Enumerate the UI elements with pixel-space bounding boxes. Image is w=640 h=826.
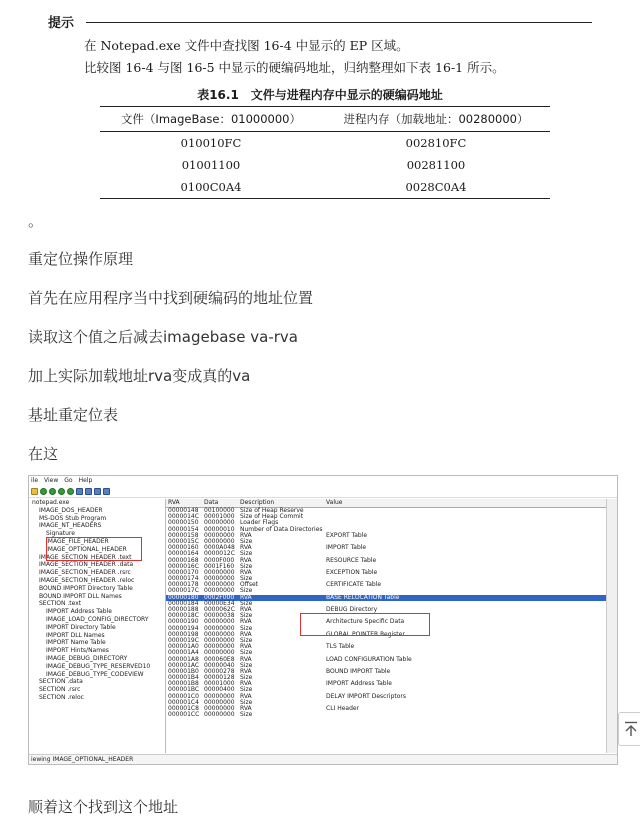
cell-value: RESOURCE Table [326,556,377,564]
nav-icon[interactable] [58,488,65,495]
cell-rva: 000001C0 [168,692,199,700]
cell-data: 00000400 [204,686,235,694]
cell-rva: 000001AC [168,661,200,669]
cell-description: Size [240,612,253,620]
cell-description: Size [240,537,253,545]
cell-value: TLS Table [326,643,355,651]
cell-rva: 0000017C [168,587,199,595]
cell-data: 00000000 [204,649,235,657]
cell-value: Architecture Specific Data [326,618,405,626]
cell-data: 00000000 [204,705,235,712]
table-cell: 01001100 [181,158,241,172]
cell-data: 00000010 [204,525,235,533]
cell-value: IMPORT Address Table [326,680,392,688]
open-folder-icon[interactable] [31,488,38,495]
status-bar: iewing IMAGE_OPTIONAL_HEADER [29,754,617,764]
table-row [100,154,550,176]
cell-rva: 00000174 [168,575,199,583]
nav-icon[interactable] [49,488,56,495]
cell-description: Size [240,550,253,558]
pe-viewer-screenshot [28,475,618,765]
cell-rva: 000001B0 [168,667,199,675]
cell-rva: 000001B8 [168,680,199,688]
cell-value [326,712,606,718]
cell-description: RVA [240,544,252,552]
table-title: 表16.1 文件与进程内存中显示的硬编码地址 [197,88,443,102]
tree-item[interactable]: SECTION .reloc [39,693,84,701]
view-icon[interactable] [76,488,83,495]
hardcoded-address-table [100,106,550,199]
table-row [100,132,550,155]
cell-data: 0000A048 [204,544,235,552]
paragraph-step-1: 首先在应用程序当中找到硬编码的地址位置 [28,289,314,307]
cell-rva: 00000148 [168,507,199,514]
menu-bar [29,476,618,485]
cell-value: IMPORT Table [326,544,367,552]
tree-item[interactable]: BOUND IMPORT DLL Names [39,592,122,600]
cell-rva: 00000168 [168,556,199,564]
cell-rva: 000001C4 [168,698,199,706]
cell-description: Size [240,686,253,694]
tree-item[interactable]: IMAGE_FILE_HEADER [46,537,109,545]
cell-rva: 0000016C [168,562,199,570]
table-header-memory: 进程内存（加载地址：00280000） [322,107,550,132]
column-header-data[interactable]: Data [204,499,219,506]
cell-value: LOAD CONFIGURATION Table [326,655,412,663]
cell-rva: 0000018C [168,612,199,620]
cell-data: 00000000 [204,643,235,651]
tree-item[interactable]: IMAGE_SECTION_HEADER .reloc [39,576,135,584]
table-cell: 0028C0A4 [322,176,550,199]
tip-rule [86,22,592,23]
cell-value: BOUND IMPORT Table [326,667,391,675]
tree-item[interactable]: IMAGE_DEBUG_TYPE_RESERVED10 [46,662,151,670]
tree-item[interactable]: BOUND IMPORT Directory Table [39,584,133,592]
table-cell: 00281100 [406,158,466,172]
table-header-file: 文件（ImageBase：01000000） [100,107,322,132]
cell-rva: 00000190 [168,618,199,626]
tip-line-1: 在 Notepad.exe 文件中查找图 16-4 中显示的 EP 区域。 [84,38,409,53]
cell-rva: 0000014C [168,513,199,521]
paragraph-reloc-table: 基址重定位表 [28,406,119,424]
cell-description: RVA [240,593,252,601]
highlight-base-relocation [300,613,430,636]
cell-description: Size [240,624,253,632]
cell-rva: 00000150 [168,519,199,527]
cell-rva: 00000194 [168,624,199,632]
cell-value: EXCEPTION Table [326,568,378,576]
cell-data: 00001000 [204,680,235,688]
cell-data: 00000040 [204,661,235,669]
tree-item[interactable]: IMAGE_DEBUG_TYPE_CODEVIEW [46,670,144,678]
paragraph-here: 在这 [28,445,59,463]
tree-item[interactable]: notepad.exe [32,499,70,506]
cell-description: RVA [240,643,252,651]
tree-item[interactable]: IMPORT Address Table [46,608,112,616]
cell-data: 00000000 [204,711,235,719]
tree-item[interactable]: IMAGE_LOAD_CONFIG_DIRECTORY [46,615,149,623]
scroll-to-top-button[interactable] [618,712,640,746]
cell-description: RVA [240,680,252,688]
cell-data: 00100000 [204,507,235,514]
tree-item[interactable]: IMAGE_SECTION_HEADER .rsrc [39,569,131,577]
paragraph-follow: 顺着这个找到这个地址 [28,798,179,816]
cell-description: RVA [240,705,252,712]
cell-rva: 00000180 [168,593,199,601]
nav-icon[interactable] [67,488,74,495]
cell-description: Offset [240,581,259,589]
cell-rva: 00000164 [168,550,199,558]
tree-item[interactable]: IMPORT Directory Table [46,623,116,631]
cell-data: 00000000 [204,531,235,539]
cell-description: Size [240,649,253,657]
column-header-rva[interactable]: RVA [168,499,180,506]
cell-data: 0000062C [204,606,235,613]
table-row [100,176,550,199]
table-cell: 0100C0A4 [100,176,322,199]
cell-description: Size [240,674,253,682]
cell-description: Size of Heap Commit [240,513,304,521]
view-icon[interactable] [94,488,101,495]
cell-rva: 00000154 [168,525,199,533]
cell-data: 00001000 [204,513,235,521]
cell-data: 00000000 [204,698,235,706]
cell-data: 0000F000 [204,556,235,564]
cell-description: RVA [240,568,252,576]
tree-item[interactable]: SECTION .rsrc [39,686,81,694]
cell-description: Size [240,661,253,669]
cell-rva: 00000178 [168,581,199,589]
cell-data: 00000278 [204,667,235,675]
cell-rva: 00000198 [168,630,199,638]
cell-data: 00000000 [204,636,235,644]
nav-icon[interactable] [40,488,47,495]
tree-item[interactable]: MS-DOS Stub Program [39,514,107,522]
cell-description: RVA [240,606,252,613]
menu-view[interactable]: View [44,477,59,484]
tree-item[interactable]: IMAGE_OPTIONAL_HEADER [46,545,127,553]
tree-item[interactable]: IMAGE_SECTION_HEADER .data [39,561,134,569]
cell-data: 00000000 [204,519,235,527]
cell-rva: 00000188 [168,606,199,613]
cell-description: RVA [240,630,252,638]
view-icon[interactable] [85,488,92,495]
cell-data: 00000000 [204,581,235,589]
paragraph-period: 。 [28,212,44,230]
table-row[interactable] [166,712,606,718]
cell-value: DEBUG Directory [326,606,378,613]
highlight-optional-header [46,537,142,561]
cell-data: 0002F000 [204,593,235,601]
cell-data: 000060E8 [204,655,235,663]
tree-item[interactable]: SECTION .data [39,678,83,686]
menu-help[interactable]: Help [78,477,93,484]
cell-description: Size [240,575,253,583]
tip-heading: 提示 [48,16,75,31]
paragraph-step-2: 读取这个值之后减去imagebase va-rva [28,328,298,346]
cell-rva: 00000184 [168,599,199,607]
cell-value: CLI Header [326,705,360,712]
column-header-description[interactable]: Description [240,499,275,506]
cell-rva: 0000019C [168,636,199,644]
cell-value: CERTIFICATE Table [326,581,382,589]
cell-description: RVA [240,618,252,626]
book-excerpt-image [40,0,600,198]
cell-description: Size [240,562,253,570]
cell-data: 00000000 [204,587,235,595]
cell-description: Size [240,636,253,644]
cell-rva: 00000170 [168,568,199,576]
tree-item[interactable]: Signature [46,530,75,538]
cell-description: Size [240,587,253,595]
cell-description: Number of Data Directories [240,525,323,533]
tree-item[interactable]: SECTION .text [39,600,82,608]
menu-go[interactable]: Go [64,477,73,484]
cell-value: DELAY IMPORT Descriptors [326,692,406,700]
cell-description: Loader Flags [240,519,279,527]
cell-rva: 000001A4 [168,649,199,657]
cell-data: 00000000 [204,618,235,626]
paragraph-step-3: 加上实际加载地址rva变成真的va [28,367,251,385]
tip-line-2: 比较图 16-4 与图 16-5 中显示的硬编码地址，归纳整理如下表 16-1 所示。 [84,60,505,75]
table-cell: 002810FC [405,136,467,150]
cell-description: RVA [240,692,252,700]
cell-data: 00000000 [204,624,235,632]
tree-item[interactable]: IMPORT DLL Names [46,631,105,639]
vertical-scrollbar[interactable] [606,499,617,753]
table-cell: 010010FC [180,136,242,150]
cell-value: GLOBAL POINTER Register [326,630,405,638]
tree-item[interactable]: IMAGE_DOS_HEADER [39,506,103,514]
cell-data: 0001F160 [204,562,235,570]
cell-data: 00000E34 [204,599,235,607]
cell-data: 00000128 [204,674,235,682]
cell-rva: 000001B4 [168,674,199,682]
cell-rva: 000001A8 [168,655,199,663]
tree-item[interactable]: IMAGE_SECTION_HEADER .text [39,553,132,561]
tree-item[interactable]: IMPORT Hints/Names [46,647,109,655]
cell-data: 00000000 [204,568,235,576]
cell-data: 00000000 [204,692,235,700]
view-icon[interactable] [103,488,110,495]
cell-data: 00000000 [204,575,235,583]
cell-rva: 000001CC [168,711,200,719]
cell-description: RVA [240,531,252,539]
cell-data: 00000000 [204,630,235,638]
cell-rva: 000001BC [168,686,200,694]
cell-rva: 000001A0 [168,643,199,651]
tree-item[interactable]: IMAGE_NT_HEADERS [39,522,102,530]
cell-description: RVA [240,655,252,663]
cell-description: RVA [240,667,252,675]
cell-value: BASE RELOCATION Table [326,593,400,601]
toolbar [29,486,618,498]
cell-data: 00000038 [204,612,235,620]
cell-data: 0000012C [204,550,235,558]
cell-rva: 00000158 [168,531,199,539]
cell-description: Size [240,698,253,706]
paragraph-heading-principle: 重定位操作原理 [28,250,134,268]
cell-description: Size [240,711,253,719]
cell-data: 00000000 [204,537,235,545]
cell-rva: 00000160 [168,544,199,552]
cell-description: RVA [240,556,252,564]
cell-description: Size [240,599,253,607]
arrow-up-icon [624,721,638,737]
cell-description: Size of Heap Reserve [240,507,304,514]
tree-item[interactable]: IMAGE_DEBUG_DIRECTORY [46,654,128,662]
cell-rva: 000001C8 [168,705,199,712]
cell-value: EXPORT Table [326,531,368,539]
tree-item[interactable]: IMPORT Name Table [46,639,106,647]
cell-rva: 0000015C [168,537,199,545]
column-header-value[interactable]: Value [326,499,343,506]
menu-file[interactable]: ile [31,477,39,484]
